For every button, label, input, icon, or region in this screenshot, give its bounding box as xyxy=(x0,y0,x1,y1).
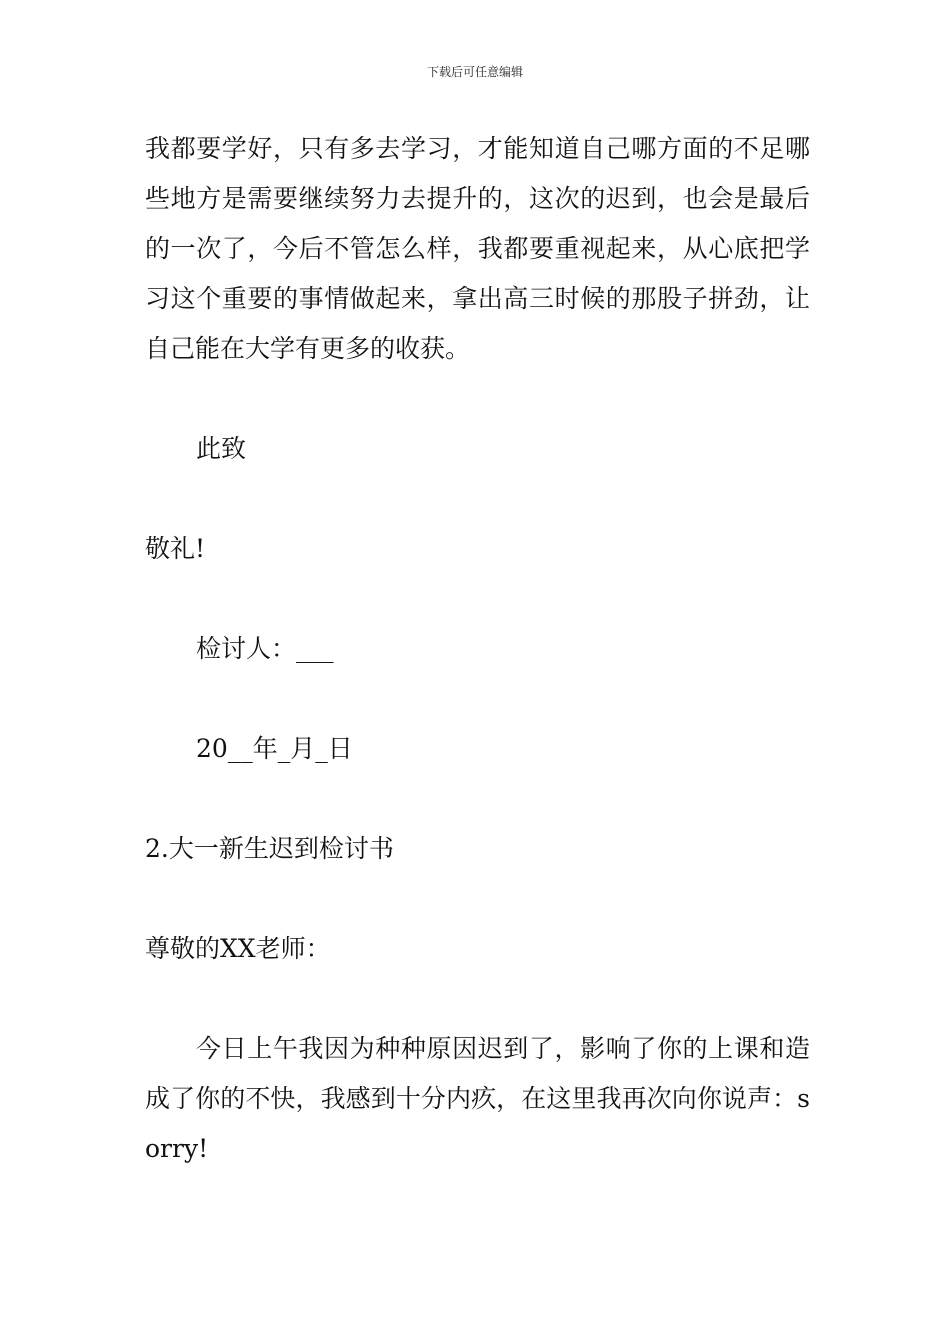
document-body xyxy=(145,124,810,1174)
signature-line: 检讨人：___ xyxy=(196,634,334,663)
salutation: 尊敬的XX老师： xyxy=(145,934,331,963)
page-header: 下载后可任意编辑 xyxy=(426,65,523,79)
paragraph-continued: 我都要学好，只有多去学习，才能知道自己哪方面的不足哪些地方是需要继续努力去提升的，这次的迟到，也会是最后的一次了，今后不管怎么样，我都要重视起来，从心底把学习这个重要的事情做起来，拿出高三时候的那股子拼劲，让自己能在大学有更多的收获。 xyxy=(145,134,810,363)
closing-line-1: 此致 xyxy=(196,434,247,463)
closing-line-2: 敬礼! xyxy=(145,534,206,563)
date-line: 20__年_月_日 xyxy=(196,734,353,763)
paragraph-new: 今日上午我因为种种原因迟到了，影响了你的上课和造成了你的不快，我感到十分内疚，在这里我再次向你说声：sorry! xyxy=(145,1034,810,1163)
section-title: 2.大一新生迟到检讨书 xyxy=(145,834,394,863)
